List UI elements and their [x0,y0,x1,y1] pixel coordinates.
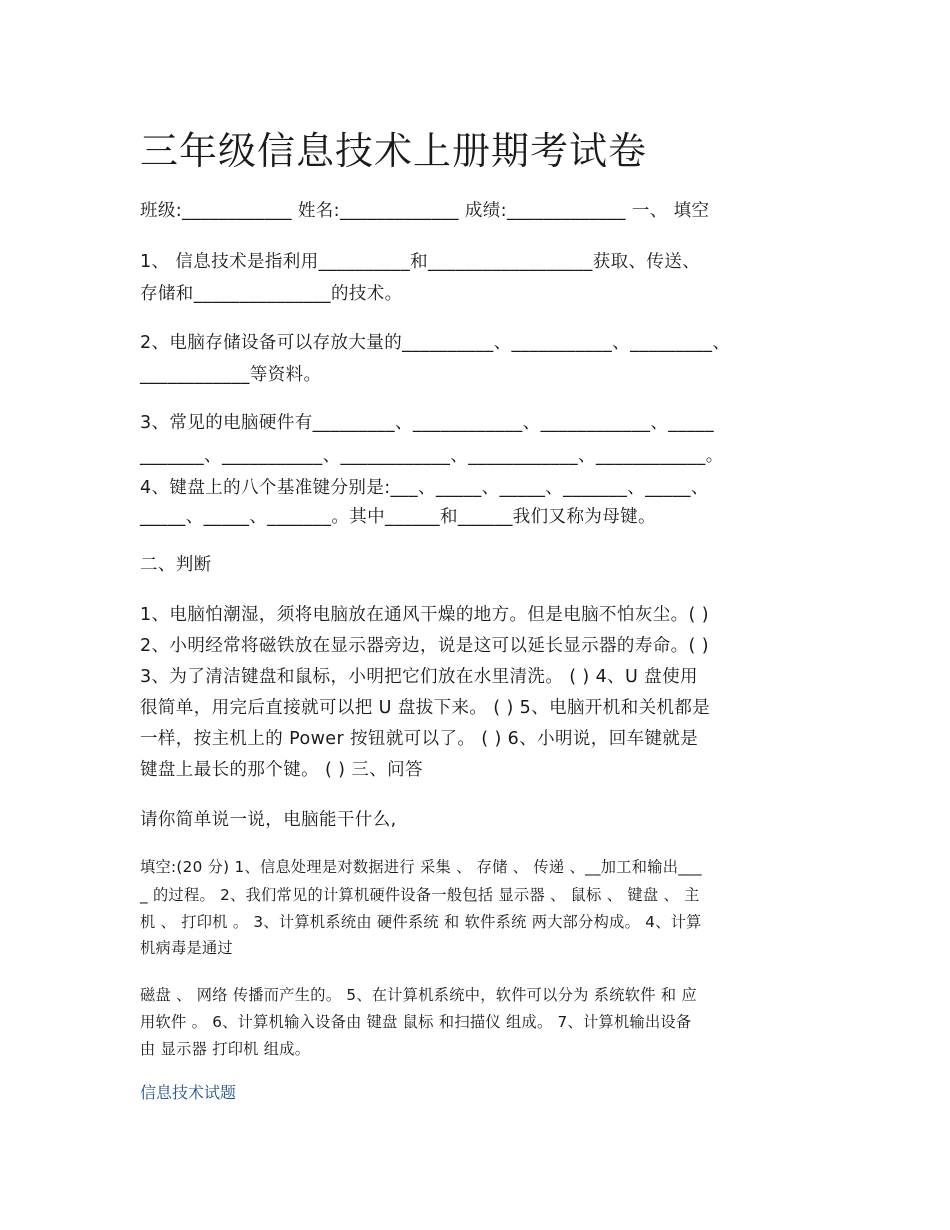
judge-line: 1、电脑怕潮湿，须将电脑放在通风干燥的地方。但是电脑不怕灰尘。( ) [140,605,709,625]
answer-line: 用软件 。 6、计算机输入设备由 键盘 鼠标 和扫描仪 组成。 7、计算机输出设备 [140,1013,692,1031]
judge-line: 键盘上最长的那个键。 ( ) 三、问答 [140,760,423,780]
fill-blank-line: _____、_____、_______。其中______和______我们又称为母键。 [140,507,656,527]
judge-line: 一样，按主机上的 Power 按钮就可以了。 ( ) 6、小明说，回车键就是 [140,729,699,749]
question-line: 请你简单说一说，电脑能干什么, [140,810,397,830]
section-judge-title: 二、判断 [140,555,212,575]
judge-line: 3、为了清洁键盘和鼠标，小明把它们放在水里清洗。 ( ) 4、U 盘使用 [140,667,698,687]
answer-line: 由 显示器 打印机 组成。 [140,1040,311,1058]
fill-blank-line: 4、键盘上的八个基准键分别是:___、_____、_____、_______、_____、 [140,478,709,498]
judge-line: 很简单，用完后直接就可以把 U 盘拔下来。 ( ) 5、电脑开机和关机都是 [140,698,711,718]
answer-line: 填空:(20 分) 1、信息处理是对数据进行 采集 、 存储 、 传递 、__加工和输出___ [140,858,702,876]
page-title: 三年级信息技术上册期考试卷 [140,129,648,173]
fill-blank-line: 3、常见的电脑硬件有_________、____________、____________、_____ [140,413,715,433]
fill-blank-line: 2、电脑存储设备可以存放大量的__________、___________、_________、 [140,333,731,353]
answer-line: _ 的过程。 2、我们常见的计算机硬件设备一般包括 显示器 、 鼠标 、 键盘 、 主 [140,886,700,904]
fill-blank-line: _______、___________、____________、____________、____________。 [140,446,724,466]
related-link[interactable]: 信息技术试题 [140,1083,237,1102]
answer-line: 机 、 打印机 。 3、计算机系统由 硬件系统 和 软件系统 两大部分构成。 4、计算 [140,913,702,931]
fill-blank-line: 存储和_______________的技术。 [140,284,403,304]
judge-line: 2、小明经常将磁铁放在显示器旁边，说是这可以延长显示器的寿命。( ) [140,636,709,656]
header-line: 班级:____________ 姓名:_____________ 成绩:_____________ 一、 填空 [140,201,710,221]
answer-line: 磁盘 、 网络 传播而产生的。 5、在计算机系统中，软件可以分为 系统软件 和 应 [140,986,697,1004]
answer-line: 机病毒是通过 [140,939,233,957]
fill-blank-line: ____________等资料。 [140,365,322,385]
fill-blank-line: 1、 信息技术是指利用__________和__________________获取、传送、 [140,252,701,272]
